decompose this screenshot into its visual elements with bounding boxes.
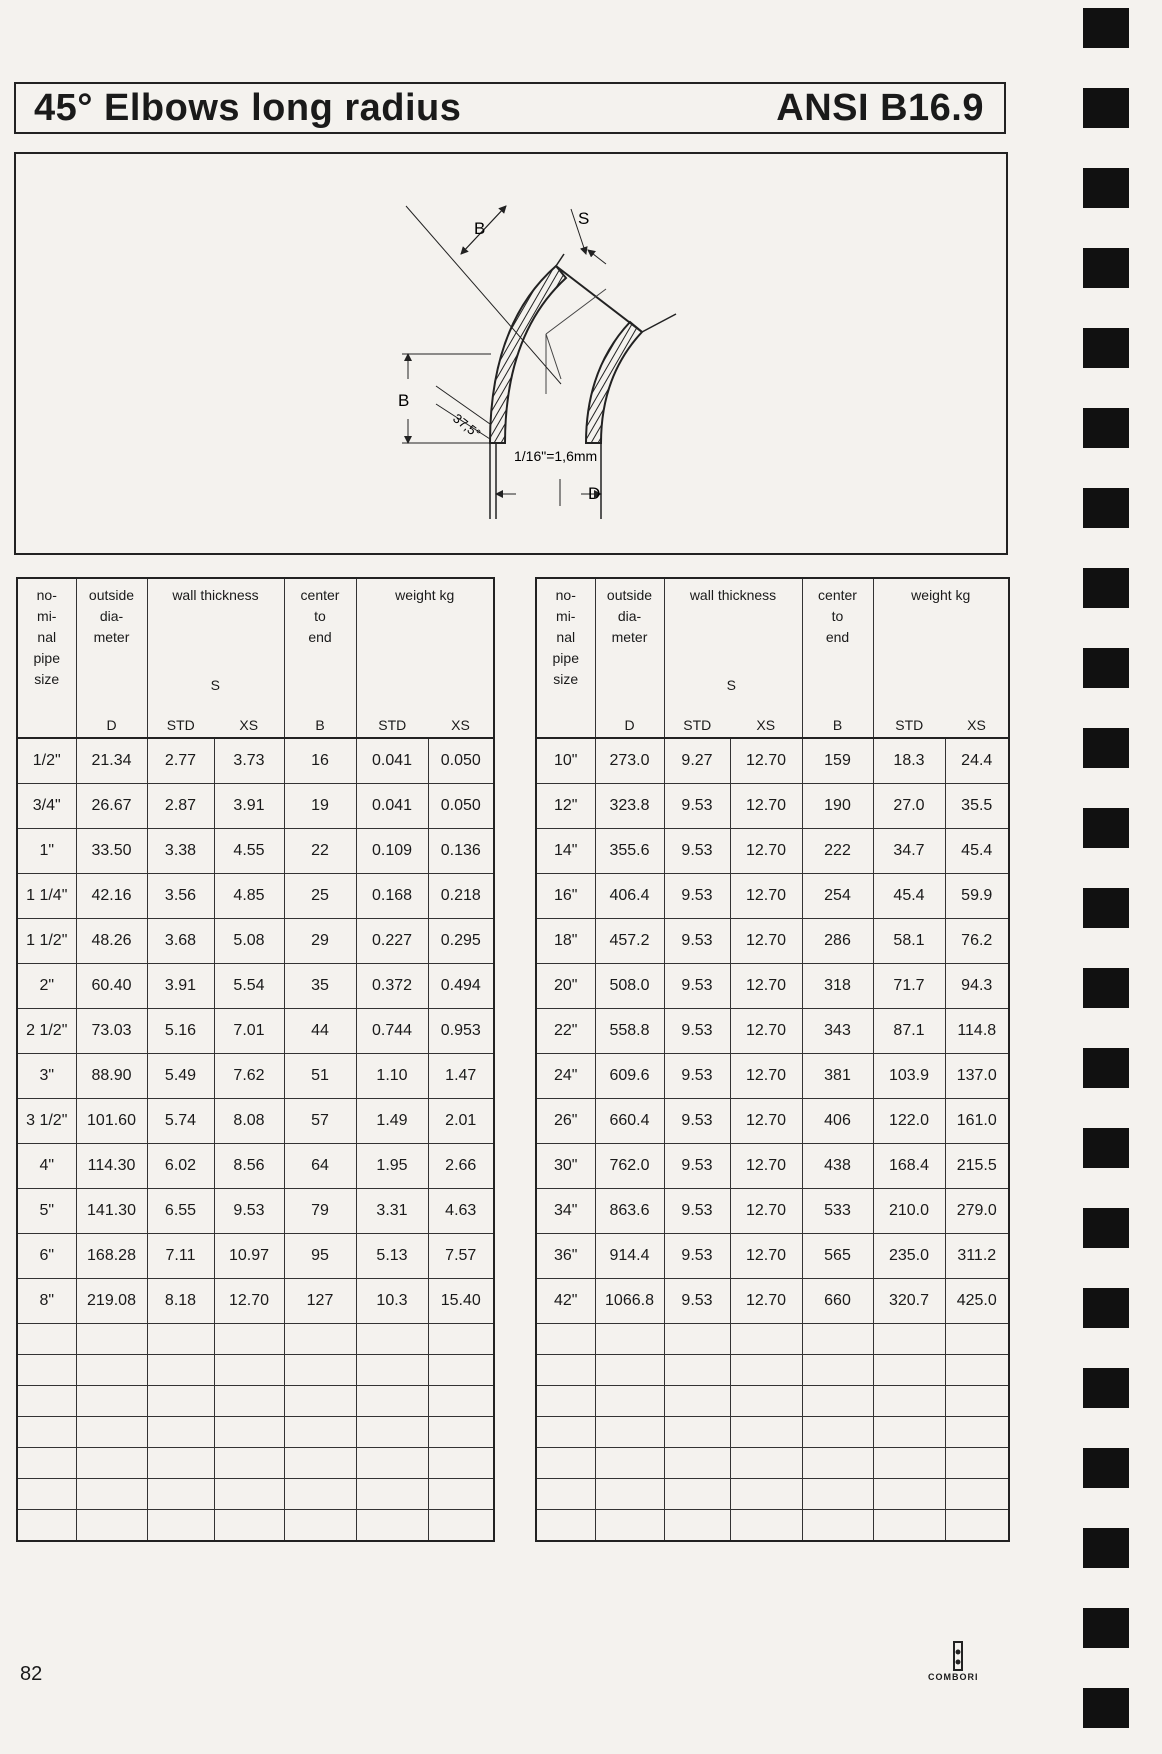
table-cell: 5.74 [147,1099,214,1144]
table-row [17,784,494,829]
label-b-top: B [474,219,486,238]
table-cell: 33.50 [76,829,147,874]
binding-ring [1083,1528,1129,1568]
table-cell: 381 [802,1054,873,1099]
table-row [17,829,494,874]
table-cell: 10" [536,738,595,784]
table-cell: 9.53 [214,1189,284,1234]
table-cell: 114.8 [945,1009,1009,1054]
table-cell: 0.295 [428,919,494,964]
elbow-wall-inner [586,322,642,443]
table-cell: 660 [802,1279,873,1324]
table-cell: 9.53 [664,1144,730,1189]
empty-row [536,1355,1009,1386]
table-cell: 3" [17,1054,76,1099]
table-cell: 2.01 [428,1099,494,1144]
table-cell: 9.53 [664,784,730,829]
table-cell: 25 [284,874,356,919]
table-cell: 24" [536,1054,595,1099]
table-cell: 0.494 [428,964,494,1009]
subheader-b: B [802,699,873,738]
table-cell: 34.7 [873,829,945,874]
table-cell: 3.31 [356,1189,428,1234]
table-cell: 12.70 [730,1279,802,1324]
table-cell: 12.70 [730,829,802,874]
table-cell: 73.03 [76,1009,147,1054]
table-cell: 7.62 [214,1054,284,1099]
table-cell: 406 [802,1099,873,1144]
subheader-s: S [726,677,736,693]
table-row [536,1279,1009,1324]
table-cell: 6.55 [147,1189,214,1234]
table-cell: 12.70 [730,1234,802,1279]
table-cell: 5.13 [356,1234,428,1279]
table-cell: 8.08 [214,1099,284,1144]
binding-ring [1083,328,1129,368]
label-gap: 1/16"=1,6mm [514,448,598,464]
spiral-binding [1075,0,1162,1754]
table-cell: 36" [536,1234,595,1279]
table-cell: 16" [536,874,595,919]
table-cell: 6" [17,1234,76,1279]
standard-label: ANSI B16.9 [776,86,984,129]
table-cell: 12.70 [730,1189,802,1234]
table-row [17,919,494,964]
table-cell: 609.6 [595,1054,664,1099]
table-cell: 9.53 [664,1054,730,1099]
table-cell: 22" [536,1009,595,1054]
table-cell: 3.38 [147,829,214,874]
binding-ring [1083,1448,1129,1488]
header-cte: center to end [802,578,873,699]
table-cell: 35 [284,964,356,1009]
subheader-xs: XS [214,699,284,738]
table-cell: 59.9 [945,874,1009,919]
binding-ring [1083,1608,1129,1648]
binding-ring [1083,88,1129,128]
header-wall: wall thickness [664,578,802,699]
table-cell: 101.60 [76,1099,147,1144]
table-cell: 0.136 [428,829,494,874]
table-cell: 57 [284,1099,356,1144]
table-cell: 3.91 [214,784,284,829]
table-row [536,1144,1009,1189]
table-cell: 1.49 [356,1099,428,1144]
table-cell: 79 [284,1189,356,1234]
binding-ring [1083,1048,1129,1088]
table-cell: 22 [284,829,356,874]
table-cell: 51 [284,1054,356,1099]
table-cell: 8.56 [214,1144,284,1189]
table-row [536,738,1009,784]
table-cell: 161.0 [945,1099,1009,1144]
table-row [536,829,1009,874]
subheader-weight-xs: XS [428,699,494,738]
table-header-row [536,578,1009,699]
empty-row [17,1324,494,1355]
table-cell: 3/4" [17,784,76,829]
table-row [17,1009,494,1054]
label-d: D [588,484,601,503]
header-nps: no- mi- nal pipe size [536,578,595,699]
table-cell: 12" [536,784,595,829]
table-cell: 279.0 [945,1189,1009,1234]
elbow-wall-outer [490,266,566,443]
binding-ring [1083,648,1129,688]
table-cell: 0.744 [356,1009,428,1054]
table-cell: 219.08 [76,1279,147,1324]
table-cell: 210.0 [873,1189,945,1234]
table-cell: 254 [802,874,873,919]
subheader-d: D [595,699,664,738]
empty-row [17,1386,494,1417]
table-cell: 660.4 [595,1099,664,1144]
table-cell: 2" [17,964,76,1009]
table-cell: 3.68 [147,919,214,964]
table-cell: 12.70 [730,784,802,829]
binding-ring [1083,568,1129,608]
table-cell: 558.8 [595,1009,664,1054]
empty-row [536,1386,1009,1417]
table-cell: 4" [17,1144,76,1189]
table-cell: 12.70 [730,874,802,919]
binding-ring [1083,168,1129,208]
table-row [17,738,494,784]
table-cell: 1066.8 [595,1279,664,1324]
table-cell: 320.7 [873,1279,945,1324]
table-row [536,1099,1009,1144]
table-row [17,874,494,919]
binding-ring [1083,408,1129,448]
empty-row [536,1448,1009,1479]
table-cell: 14" [536,829,595,874]
table-row [17,1189,494,1234]
binding-ring [1083,1208,1129,1248]
table-row [17,964,494,1009]
table-cell: 35.5 [945,784,1009,829]
table-cell: 222 [802,829,873,874]
table-cell: 159 [802,738,873,784]
table-cell: 103.9 [873,1054,945,1099]
empty-row [17,1510,494,1542]
binding-ring [1083,488,1129,528]
table-cell: 323.8 [595,784,664,829]
subheader-weight-xs: XS [945,699,1009,738]
binding-ring [1083,968,1129,1008]
table-cell: 5.49 [147,1054,214,1099]
table-cell: 0.168 [356,874,428,919]
table-cell: 311.2 [945,1234,1009,1279]
table-cell: 30" [536,1144,595,1189]
table-cell: 15.40 [428,1279,494,1324]
table-cell: 7.11 [147,1234,214,1279]
table-row [17,1279,494,1324]
table-cell: 343 [802,1009,873,1054]
table-cell: 12.70 [730,738,802,784]
table-cell: 88.90 [76,1054,147,1099]
table-cell: 4.85 [214,874,284,919]
table-cell: 9.53 [664,829,730,874]
table-cell: 8" [17,1279,76,1324]
table-row [536,1009,1009,1054]
table-cell: 5" [17,1189,76,1234]
table-cell: 508.0 [595,964,664,1009]
table-cell: 48.26 [76,919,147,964]
table-cell: 0.227 [356,919,428,964]
table-cell: 1 1/4" [17,874,76,919]
table-cell: 26" [536,1099,595,1144]
subheader-std: STD S [664,699,730,738]
table-cell: 1.47 [428,1054,494,1099]
binding-ring [1083,1688,1129,1728]
table-cell: 7.01 [214,1009,284,1054]
table-cell: 12.70 [730,1099,802,1144]
table-cell: 9.53 [664,919,730,964]
table-cell: 1" [17,829,76,874]
page-title: 45° Elbows long radius [34,86,462,129]
binding-ring [1083,8,1129,48]
table-cell: 5.54 [214,964,284,1009]
table-cell: 0.953 [428,1009,494,1054]
table-cell: 95 [284,1234,356,1279]
table-cell: 137.0 [945,1054,1009,1099]
table-cell: 9.53 [664,964,730,1009]
table-body-left [17,578,494,1541]
empty-row [536,1417,1009,1448]
table-cell: 8.18 [147,1279,214,1324]
empty-row [536,1510,1009,1542]
empty-row [536,1324,1009,1355]
header-od: outside dia- meter [595,578,664,699]
brand-name: COMBORI [928,1672,979,1682]
table-row [17,1054,494,1099]
table-cell: 863.6 [595,1189,664,1234]
table-cell: 5.08 [214,919,284,964]
elbow-drawing [16,154,1006,553]
table-cell: 1 1/2" [17,919,76,964]
table-cell: 12.70 [214,1279,284,1324]
table-cell: 10.3 [356,1279,428,1324]
binding-ring [1083,248,1129,288]
table-cell: 127 [284,1279,356,1324]
table-cell: 87.1 [873,1009,945,1054]
table-cell: 94.3 [945,964,1009,1009]
table-row [536,874,1009,919]
table-cell: 0.050 [428,738,494,784]
subheader-xs: XS [730,699,802,738]
table-cell: 29 [284,919,356,964]
table-cell: 286 [802,919,873,964]
table-cell: 4.55 [214,829,284,874]
elbow-diagram [14,152,1008,555]
table-cell: 168.4 [873,1144,945,1189]
table-cell: 2 1/2" [17,1009,76,1054]
table-row [17,1144,494,1189]
header-nps: no- mi- nal pipe size [17,578,76,699]
table-cell: 122.0 [873,1099,945,1144]
subheader-b: B [284,699,356,738]
table-body-right [536,578,1009,1541]
table-header-row [17,578,494,699]
table-cell: 533 [802,1189,873,1234]
table-cell: 215.5 [945,1144,1009,1189]
table-cell: 12.70 [730,1054,802,1099]
binding-ring [1083,808,1129,848]
table-row [536,1054,1009,1099]
table-cell: 18" [536,919,595,964]
table-cell: 9.53 [664,1099,730,1144]
table-cell: 21.34 [76,738,147,784]
table-cell: 141.30 [76,1189,147,1234]
label-s: S [578,209,590,228]
table-cell: 438 [802,1144,873,1189]
table-cell: 1.95 [356,1144,428,1189]
table-cell: 64 [284,1144,356,1189]
table-cell: 762.0 [595,1144,664,1189]
table-cell: 914.4 [595,1234,664,1279]
table-cell: 9.53 [664,1009,730,1054]
table-row [536,1234,1009,1279]
table-cell: 42.16 [76,874,147,919]
table-cell: 12.70 [730,964,802,1009]
table-cell: 1.10 [356,1054,428,1099]
binding-ring [1083,728,1129,768]
table-row [536,1189,1009,1234]
subheader-weight-std: STD [873,699,945,738]
table-cell: 3.73 [214,738,284,784]
label-angle: 37,5° [450,410,484,442]
table-cell: 12.70 [730,1009,802,1054]
subheader-d: D [76,699,147,738]
binding-ring [1083,1368,1129,1408]
table-cell: 45.4 [945,829,1009,874]
dimensions-table-left [16,577,495,1542]
table-cell: 45.4 [873,874,945,919]
table-cell: 0.109 [356,829,428,874]
binding-ring [1083,1288,1129,1328]
table-cell: 0.372 [356,964,428,1009]
page-number: 82 [20,1663,43,1685]
table-cell: 5.16 [147,1009,214,1054]
table-cell: 3 1/2" [17,1099,76,1144]
header-wall: wall thickness [147,578,284,699]
table-cell: 9.53 [664,874,730,919]
subheader-weight-std: STD [356,699,428,738]
header-od: outside dia- meter [76,578,147,699]
table-cell: 42" [536,1279,595,1324]
table-cell: 9.53 [664,1234,730,1279]
table-cell: 20" [536,964,595,1009]
page-header [14,82,1006,134]
table-cell: 168.28 [76,1234,147,1279]
table-cell: 19 [284,784,356,829]
empty-row [17,1479,494,1510]
table-cell: 2.77 [147,738,214,784]
table-cell: 27.0 [873,784,945,829]
table-cell: 2.66 [428,1144,494,1189]
table-cell: 0.041 [356,784,428,829]
table-cell: 0.050 [428,784,494,829]
table-cell: 76.2 [945,919,1009,964]
table-cell: 4.63 [428,1189,494,1234]
table-row [536,784,1009,829]
subheader-std: STD S [147,699,214,738]
table-cell: 0.218 [428,874,494,919]
table-cell: 58.1 [873,919,945,964]
header-weight: weight kg [356,578,494,699]
table-cell: 10.97 [214,1234,284,1279]
table-cell: 457.2 [595,919,664,964]
table-cell: 12.70 [730,919,802,964]
table-cell: 34" [536,1189,595,1234]
table-cell: 24.4 [945,738,1009,784]
table-cell: 9.27 [664,738,730,784]
subheader-s: S [210,677,220,693]
table-cell: 60.40 [76,964,147,1009]
table-cell: 16 [284,738,356,784]
label-b-left: B [398,391,410,410]
table-cell: 425.0 [945,1279,1009,1324]
table-cell: 1/2" [17,738,76,784]
table-cell: 44 [284,1009,356,1054]
table-cell: 235.0 [873,1234,945,1279]
dimensions-table-right [535,577,1010,1542]
empty-row [17,1448,494,1479]
table-cell: 9.53 [664,1189,730,1234]
table-cell: 71.7 [873,964,945,1009]
table-cell: 3.56 [147,874,214,919]
header-weight: weight kg [873,578,1009,699]
table-row [536,964,1009,1009]
table-cell: 565 [802,1234,873,1279]
table-cell: 9.53 [664,1279,730,1324]
table-cell: 355.6 [595,829,664,874]
table-cell: 3.91 [147,964,214,1009]
table-row [17,1234,494,1279]
table-cell: 18.3 [873,738,945,784]
table-cell: 273.0 [595,738,664,784]
table-cell: 190 [802,784,873,829]
table-cell: 26.67 [76,784,147,829]
empty-row [536,1479,1009,1510]
binding-ring [1083,1128,1129,1168]
table-subheader-row [17,699,494,738]
table-cell: 6.02 [147,1144,214,1189]
table-row [17,1099,494,1144]
table-cell: 406.4 [595,874,664,919]
table-cell: 318 [802,964,873,1009]
empty-row [17,1417,494,1448]
table-subheader-row [536,699,1009,738]
table-cell: 12.70 [730,1144,802,1189]
header-cte: center to end [284,578,356,699]
table-cell: 7.57 [428,1234,494,1279]
table-row [536,919,1009,964]
empty-row [17,1355,494,1386]
table-cell: 0.041 [356,738,428,784]
table-cell: 2.87 [147,784,214,829]
binding-ring [1083,888,1129,928]
table-cell: 114.30 [76,1144,147,1189]
